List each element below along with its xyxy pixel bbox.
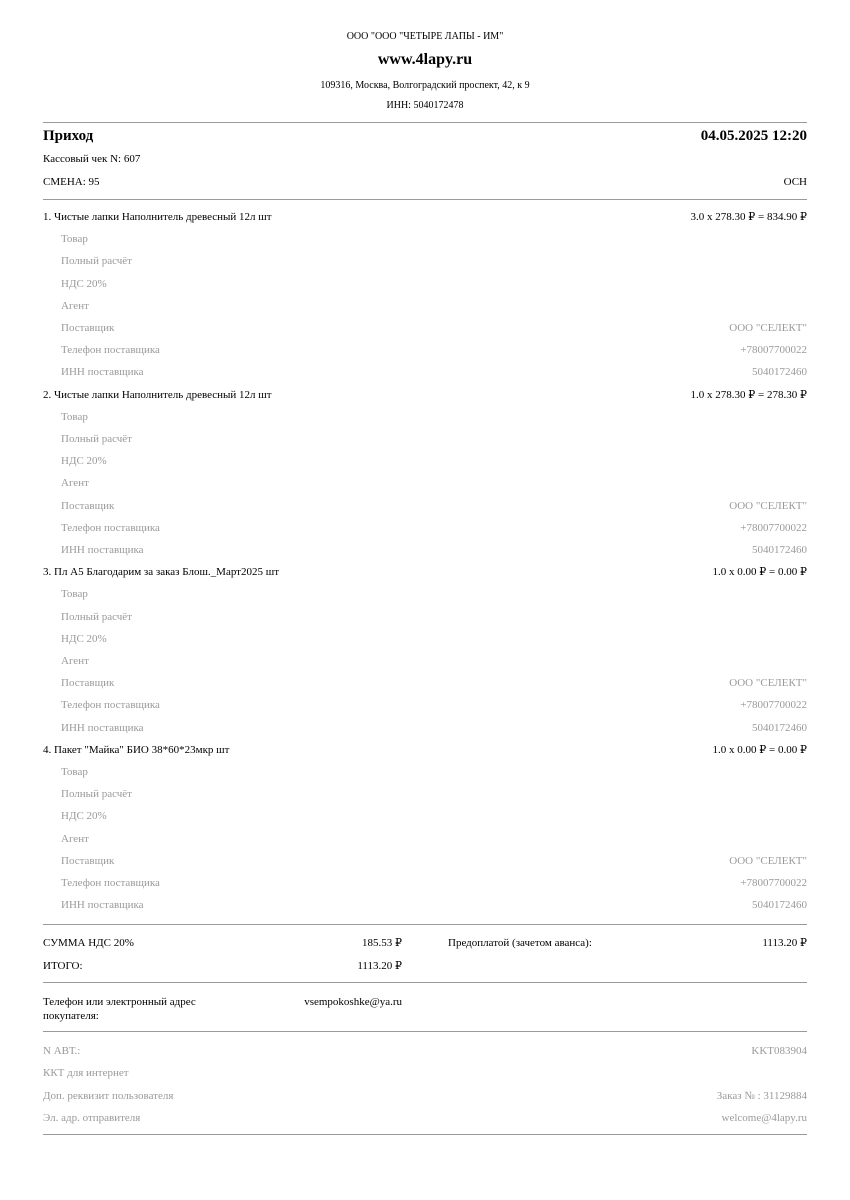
- item-detail-label: НДС 20%: [61, 810, 107, 822]
- item-detail-row: [43, 452, 807, 470]
- item-detail-value: 5040172460: [752, 366, 807, 378]
- item-detail-label: Поставщик: [61, 500, 115, 512]
- item-detail-value: ООО "СЕЛЕКТ": [729, 500, 807, 512]
- item-detail-label: Товар: [61, 766, 88, 778]
- vat-label: СУММА НДС 20%: [43, 937, 134, 949]
- item-detail-label: ИНН поставщика: [61, 366, 144, 378]
- check-number: Кассовый чек N: 607: [43, 153, 141, 165]
- item-detail-label: НДС 20%: [61, 278, 107, 290]
- item-detail-label: Агент: [61, 833, 89, 845]
- item-detail-row: [43, 785, 807, 803]
- item-detail-row: [43, 230, 807, 248]
- item-detail-label: Поставщик: [61, 677, 115, 689]
- item-detail-value: +78007700022: [740, 344, 807, 356]
- item-detail-value: 5040172460: [752, 544, 807, 556]
- footer-row: [43, 1087, 807, 1105]
- item-detail-label: Полный расчёт: [61, 255, 132, 267]
- item-detail-row: [43, 719, 807, 737]
- item-detail-label: Товар: [61, 588, 88, 600]
- footer-row: [43, 1064, 807, 1082]
- receipt-type: Приход: [43, 128, 94, 144]
- item-detail-row: [43, 363, 807, 381]
- item-title: 4. Пакет "Майка" БИО 38*60*23мкр шт: [43, 744, 230, 756]
- item-detail-value: +78007700022: [740, 699, 807, 711]
- item-detail-row: [43, 807, 807, 825]
- receipt-datetime: 04.05.2025 12:20: [700, 128, 807, 144]
- item-detail-row: [43, 585, 807, 603]
- item-detail-value: ООО "СЕЛЕКТ": [729, 677, 807, 689]
- item-detail-row: [43, 408, 807, 426]
- item-detail-row: [43, 519, 807, 537]
- item-detail-row: [43, 541, 807, 559]
- item-detail-row: [43, 874, 807, 892]
- item-detail-row: [43, 674, 807, 692]
- footer-label: Эл. адр. отправителя: [43, 1112, 141, 1124]
- receipt-title-row: [43, 125, 807, 147]
- divider: [43, 1031, 807, 1032]
- item-detail-label: НДС 20%: [61, 633, 107, 645]
- item-detail-value: ООО "СЕЛЕКТ": [729, 322, 807, 334]
- check-number-row: [43, 150, 807, 168]
- item-detail-row: [43, 608, 807, 626]
- item-row: [43, 563, 807, 581]
- item-title: 1. Чистые лапки Наполнитель древесный 12л шт: [43, 211, 272, 223]
- tax-system: ОСН: [783, 176, 807, 188]
- item-detail-row: [43, 696, 807, 714]
- item-detail-row: [43, 319, 807, 337]
- footer-label: N АВТ.:: [43, 1045, 81, 1057]
- site-link[interactable]: www.4lapy.ru: [377, 51, 473, 68]
- item-detail-label: Полный расчёт: [61, 433, 132, 445]
- item-detail-row: [43, 497, 807, 515]
- footer-row: [43, 1109, 807, 1127]
- item-detail-label: ИНН поставщика: [61, 722, 144, 734]
- org-inn: ИНН: 5040172478: [386, 100, 464, 111]
- item-detail-label: Телефон поставщика: [61, 522, 160, 534]
- item-detail-label: Агент: [61, 300, 89, 312]
- item-detail-row: [43, 275, 807, 293]
- item-detail-label: Телефон поставщика: [61, 344, 160, 356]
- buyer-email: vsempokoshke@ya.ru: [304, 996, 402, 1008]
- item-calc: 3.0 x 278.30 ₽ = 834.90 ₽: [690, 211, 807, 223]
- item-detail-label: Товар: [61, 411, 88, 423]
- item-detail-label: Полный расчёт: [61, 611, 132, 623]
- vat-value: 185.53 ₽: [362, 937, 402, 949]
- org-name: ООО "ООО "ЧЕТЫРЕ ЛАПЫ - ИМ": [346, 31, 504, 42]
- item-row: [43, 208, 807, 226]
- divider: [43, 122, 807, 123]
- item-detail-row: [43, 652, 807, 670]
- footer-row: [43, 1042, 807, 1060]
- item-detail-row: [43, 341, 807, 359]
- shift-row: [43, 173, 807, 191]
- item-detail-label: Поставщик: [61, 322, 115, 334]
- prepay-value: 1113.20 ₽: [762, 937, 807, 949]
- item-detail-label: Агент: [61, 655, 89, 667]
- item-detail-value: ООО "СЕЛЕКТ": [729, 855, 807, 867]
- item-detail-row: [43, 474, 807, 492]
- item-detail-row: [43, 630, 807, 648]
- item-calc: 1.0 x 278.30 ₽ = 278.30 ₽: [690, 389, 807, 401]
- item-detail-row: [43, 297, 807, 315]
- item-detail-label: НДС 20%: [61, 455, 107, 467]
- item-calc: 1.0 x 0.00 ₽ = 0.00 ₽: [712, 744, 807, 756]
- item-detail-row: [43, 763, 807, 781]
- shift: СМЕНА: 95: [43, 176, 100, 188]
- org-address: 109316, Москва, Волгоградский проспект, 42, к 9: [320, 80, 530, 91]
- footer-label: Доп. реквизит пользователя: [43, 1090, 174, 1102]
- footer-value: KKT083904: [751, 1045, 807, 1057]
- item-detail-label: Поставщик: [61, 855, 115, 867]
- total-label: ИТОГО:: [43, 960, 83, 972]
- footer-label: ККТ для интернет: [43, 1067, 129, 1079]
- footer-value: Заказ № : 31129884: [716, 1090, 807, 1102]
- item-detail-value: +78007700022: [740, 877, 807, 889]
- item-detail-value: 5040172460: [752, 899, 807, 911]
- buyer-label-line2: покупателя:: [43, 1010, 99, 1022]
- item-detail-row: [43, 852, 807, 870]
- item-detail-label: Телефон поставщика: [61, 699, 160, 711]
- item-detail-row: [43, 252, 807, 270]
- item-detail-label: ИНН поставщика: [61, 899, 144, 911]
- item-row: [43, 386, 807, 404]
- item-detail-label: ИНН поставщика: [61, 544, 144, 556]
- item-detail-label: Полный расчёт: [61, 788, 132, 800]
- item-detail-row: [43, 896, 807, 914]
- footer-value: welcome@4lapy.ru: [721, 1112, 807, 1124]
- divider: [43, 982, 807, 983]
- divider: [43, 199, 807, 200]
- item-detail-label: Агент: [61, 477, 89, 489]
- item-detail-label: Телефон поставщика: [61, 877, 160, 889]
- divider: [43, 924, 807, 925]
- total-value: 1113.20 ₽: [357, 960, 402, 972]
- prepay-label: Предоплатой (зачетом аванса):: [448, 937, 592, 949]
- item-detail-row: [43, 430, 807, 448]
- item-calc: 1.0 x 0.00 ₽ = 0.00 ₽: [712, 566, 807, 578]
- item-detail-label: Товар: [61, 233, 88, 245]
- item-detail-row: [43, 830, 807, 848]
- divider: [43, 1134, 807, 1135]
- item-detail-value: 5040172460: [752, 722, 807, 734]
- item-title: 2. Чистые лапки Наполнитель древесный 12л шт: [43, 389, 272, 401]
- item-title: 3. Пл А5 Благодарим за заказ Блош._Март2025 шт: [43, 566, 280, 578]
- item-detail-value: +78007700022: [740, 522, 807, 534]
- buyer-label-line1: Телефон или электронный адрес: [43, 996, 196, 1008]
- item-row: [43, 741, 807, 759]
